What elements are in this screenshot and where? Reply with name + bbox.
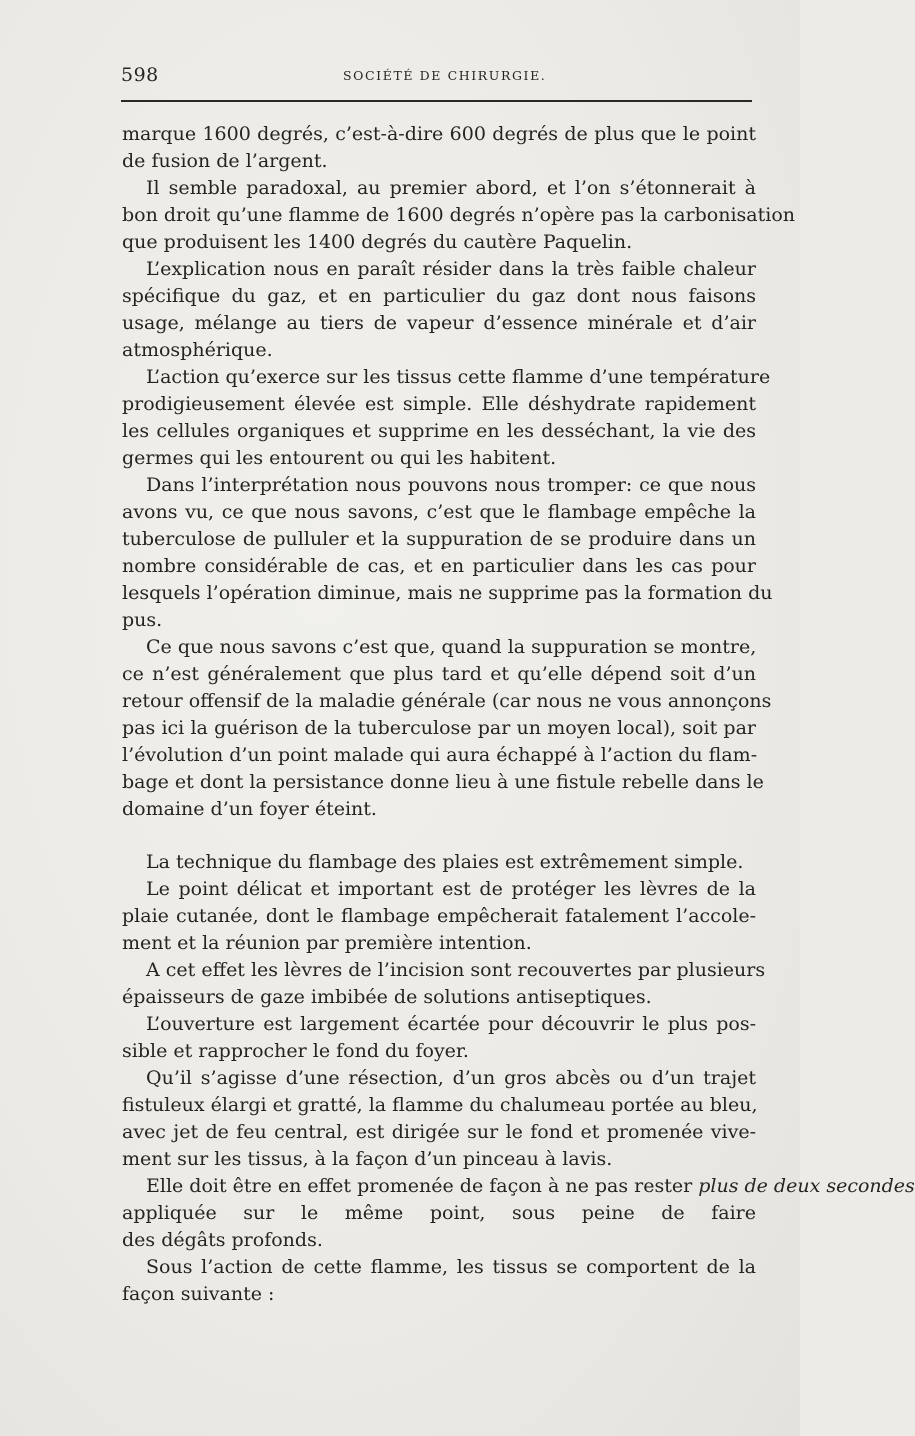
text-run: Elle doit être en effet promenée de façon à ne pas rester [146, 1175, 693, 1197]
text-line: Sous l’action de cette flamme, les tissus se comportent de la [146, 1256, 756, 1278]
text-line: A cet effet les lèvres de l’incision sont recouvertes par plusieurs [146, 959, 766, 981]
text-line: pas ici la guérison de la tuberculose par un moyen local), soit par [122, 717, 756, 739]
text-line: ment sur les tissus, à la façon d’un pinceau à lavis. [122, 1148, 613, 1170]
text-line: spécifique du gaz, et en particulier du gaz dont nous faisons [122, 285, 756, 307]
text-line: l’évolution d’un point malade qui aura échappé à l’action du flam- [122, 744, 758, 766]
text-line: pus. [122, 609, 163, 631]
text-line: La technique du flambage des plaies est extrêmement simple. [146, 851, 744, 873]
text-line: bage et dont la persistance donne lieu à une fistule rebelle dans le [122, 771, 764, 793]
paragraph-gap [122, 823, 756, 849]
text-line: atmosphérique. [122, 339, 273, 361]
text-line: nombre considérable de cas, et en particulier dans les cas pour [122, 555, 756, 577]
text-line: fistuleux élargi et gratté, la flamme du chalumeau portée au bleu, [122, 1094, 758, 1116]
text-line: les cellules organiques et supprime en les desséchant, la vie des [122, 420, 756, 442]
text-line: que produisent les 1400 degrés du cautère Paquelin. [122, 231, 633, 253]
text-line [122, 1173, 915, 1200]
text-line: ment et la réunion par première intention. [122, 932, 532, 954]
header-rule [121, 100, 752, 102]
text-line: Dans l’interprétation nous pouvons nous tromper: ce que nous [146, 474, 756, 496]
text-line: germes qui les entourent ou qui les habitent. [122, 447, 557, 469]
running-title: SOCIÉTÉ DE CHIRURGIE. [343, 68, 547, 83]
body-text [122, 121, 915, 1308]
text-line: des dégâts profonds. [122, 1229, 323, 1251]
text-line: avons vu, ce que nous savons, c’est que le flambage empêche la [122, 501, 756, 523]
text-line: appliquée sur le même point, sous peine de faire [122, 1202, 756, 1224]
text-line: bon droit qu’une flamme de 1600 degrés n’opère pas la carbonisation [122, 204, 795, 226]
text-line: sible et rapprocher le fond du foyer. [122, 1040, 469, 1062]
text-line: Ce que nous savons c’est que, quand la suppuration se montre, [146, 636, 757, 658]
emphasis-text: plus de deux secondes [698, 1175, 915, 1197]
text-line: prodigieusement élevée est simple. Elle déshydrate rapidement [122, 393, 756, 415]
text-line: avec jet de feu central, est dirigée sur le fond et promenée vive- [122, 1121, 756, 1143]
text-line: tuberculose de pulluler et la suppuration de se produire dans un [122, 528, 756, 550]
text-line: façon suivante : [122, 1283, 275, 1305]
text-line: retour offensif de la maladie générale (car nous ne vous annonçons [122, 690, 772, 712]
text-line: plaie cutanée, dont le flambage empêcherait fatalement l’accole- [122, 905, 756, 927]
text-line: de fusion de l’argent. [122, 150, 328, 172]
text-line: Qu’il s’agisse d’une résection, d’un gros abcès ou d’un trajet [146, 1067, 756, 1089]
running-head [121, 64, 752, 90]
page-number: 598 [121, 64, 159, 86]
text-line: L’action qu’exerce sur les tissus cette flamme d’une température [146, 366, 771, 388]
text-line: L’ouverture est largement écartée pour découvrir le plus pos- [146, 1013, 756, 1035]
text-line: Le point délicat et important est de protéger les lèvres de la [146, 878, 756, 900]
text-line: usage, mélange au tiers de vapeur d’essence minérale et d’air [122, 312, 756, 334]
text-line: marque 1600 degrés, c’est-à-dire 600 degrés de plus que le point [122, 123, 756, 145]
text-line: L’explication nous en paraît résider dans la très faible chaleur [146, 258, 756, 280]
text-line: lesquels l’opération diminue, mais ne supprime pas la formation du [122, 582, 773, 604]
text-line: ce n’est généralement que plus tard et qu’elle dépend soit d’un [122, 663, 756, 685]
text-line: domaine d’un foyer éteint. [122, 798, 377, 820]
text-line: Il semble paradoxal, au premier abord, et l’on s’étonnerait à [146, 177, 756, 199]
text-line: épaisseurs de gaze imbibée de solutions antiseptiques. [122, 986, 652, 1008]
